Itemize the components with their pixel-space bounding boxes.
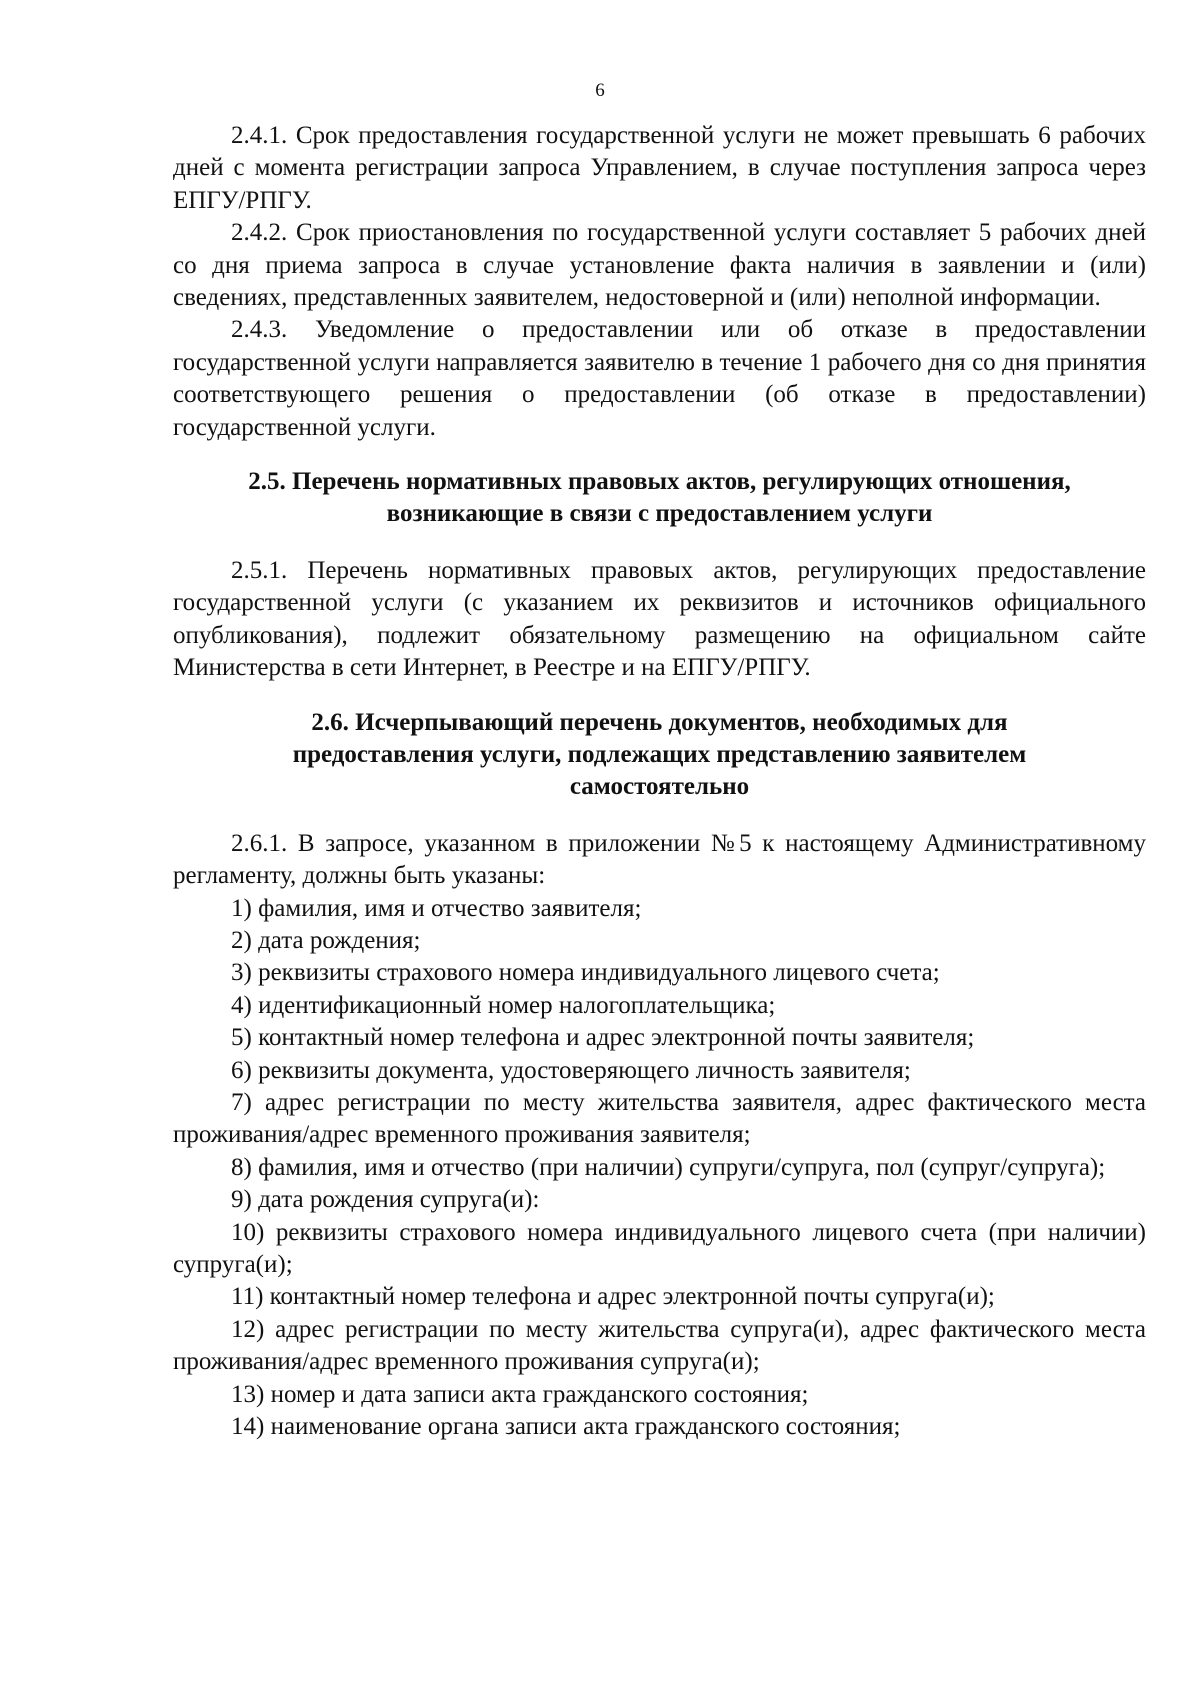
list-item: 14) наименование органа записи акта гражданского состояния; [231, 1413, 901, 1441]
list-item: 4) идентификационный номер налогоплательщика; [231, 991, 776, 1019]
heading-line: предоставления услуги, подлежащих представлению заявителем [292, 740, 1027, 768]
paragraph-2-5-1: 2.5.1. Перечень нормативных правовых актов, регулирующих предоставление государственной услуги (с указанием их реквизитов и источников официального опубликования), подлежит обязательному размещению на официальном сайте Министерства в сети Интернет, в Реестре и на ЕПГУ/РПГУ. [173, 556, 1146, 682]
list-item: 2) дата рождения; [231, 926, 421, 954]
paragraph-2-6-1: 2.6.1. В запросе, указанном в приложении №5 к настоящему Административному регламенту, должны быть указаны: [173, 829, 1146, 890]
list-item: 12) адрес регистрации по месту жительства супруга(и), адрес фактического места проживания/адрес временного проживания супруга(и); [173, 1315, 1146, 1376]
list-item: 13) номер и дата записи акта гражданского состояния; [231, 1380, 809, 1408]
document-body [173, 120, 1146, 1443]
list-item: 1) фамилия, имя и отчество заявителя; [231, 894, 642, 922]
list-item: 8) фамилия, имя и отчество (при наличии) супруги/супруга, пол (супруг/супруга); [231, 1153, 1106, 1181]
paragraph-2-4-1: 2.4.1. Срок предоставления государственной услуги не может превышать 6 рабочих дней с момента регистрации запроса Управлением, в случае поступления запроса через ЕПГУ/РПГУ. [173, 122, 1146, 214]
page-number: 6 [595, 80, 605, 101]
spacer [173, 531, 1146, 555]
spacer [173, 685, 1146, 707]
paragraph-2-4-3: 2.4.3. Уведомление о предоставлении или об отказе в предоставлении государственной услуги направляется заявителю в течение 1 рабочего дня со дня принятия соответствующего решения о предоставлении (об отказе в предоставлении) государственной услуги. [173, 316, 1146, 441]
list-item: 10) реквизиты страхового номера индивидуального лицевого счета (при наличии) супруга(и); [173, 1218, 1146, 1278]
list-item: 5) контактный номер телефона и адрес электронной почты заявителя; [231, 1024, 975, 1052]
heading-line: возникающие в связи с предоставлением услуги [386, 500, 933, 528]
list-item: 7) адрес регистрации по месту жительства заявителя, адрес фактического места проживания/адрес временного проживания заявителя; [173, 1088, 1146, 1149]
list-item: 6) реквизиты документа, удостоверяющего личность заявителя; [231, 1056, 911, 1084]
heading-line: 2.6. Исчерпывающий перечень документов, необходимых для [311, 708, 1008, 736]
heading-line: 2.5. Перечень нормативных правовых актов, регулирующих отношения, [248, 468, 1071, 496]
list-item: 11) контактный номер телефона и адрес электронной почты супруга(и); [231, 1283, 995, 1311]
section-heading-2-5 [173, 466, 1146, 531]
spacer [173, 444, 1146, 466]
paragraph-2-4-2: 2.4.2. Срок приостановления по государственной услуги составляет 5 рабочих дней со дня приема запроса в случае установление факта наличия в заявлении и (или) сведениях, представленных заявителем, недостоверной и (или) неполной информации. [173, 219, 1146, 312]
spacer [173, 804, 1146, 828]
section-heading-2-6 [173, 707, 1146, 804]
requirements-list [173, 893, 1146, 1444]
heading-line: самостоятельно [569, 773, 750, 801]
list-item: 9) дата рождения супруга(и): [231, 1186, 540, 1214]
list-item: 3) реквизиты страхового номера индивидуального лицевого счета; [231, 959, 940, 987]
